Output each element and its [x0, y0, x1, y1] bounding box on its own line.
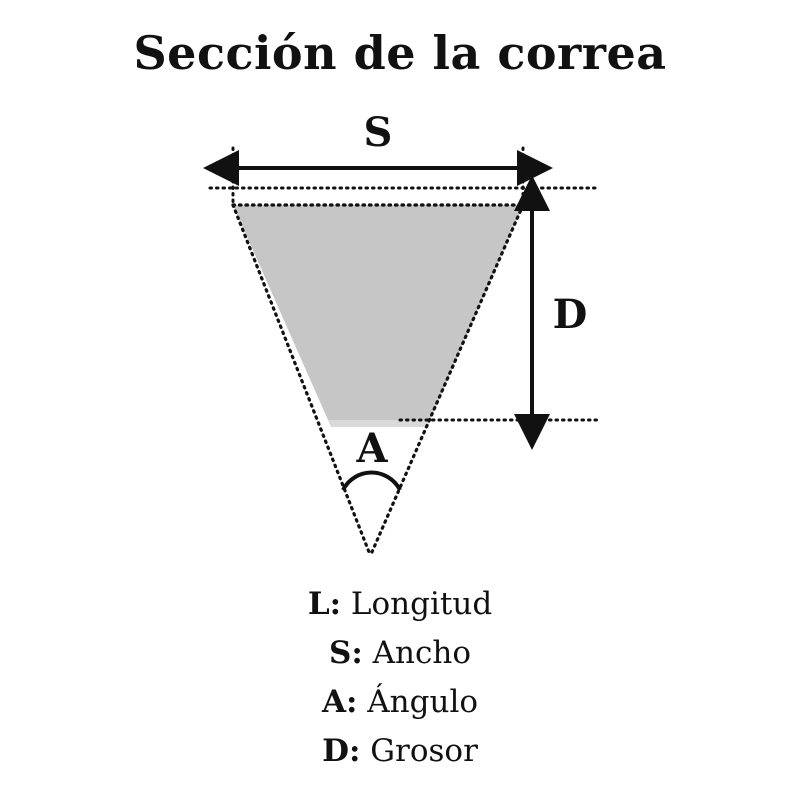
belt-cross-section-figure	[100, 100, 700, 570]
legend-value: Ancho	[372, 635, 472, 671]
legend-key: D:	[322, 733, 361, 769]
page-title: Sección de la correa	[133, 26, 667, 80]
legend	[0, 580, 800, 776]
belt-body-shape	[233, 205, 523, 420]
angle-label: A	[356, 425, 388, 472]
legend-key: S:	[328, 635, 363, 671]
legend-key: A:	[321, 684, 358, 720]
width-label: S	[363, 109, 393, 156]
legend-value: Grosor	[370, 733, 478, 769]
legend-value: Longitud	[350, 586, 493, 622]
list-item	[0, 580, 800, 629]
list-item	[0, 629, 800, 678]
list-item	[0, 678, 800, 727]
legend-key: L:	[307, 586, 342, 622]
thickness-label: D	[552, 291, 588, 338]
belt-diagram-svg	[100, 100, 700, 570]
legend-value: Ángulo	[367, 684, 479, 720]
angle-arc	[343, 473, 400, 490]
list-item	[0, 727, 800, 776]
